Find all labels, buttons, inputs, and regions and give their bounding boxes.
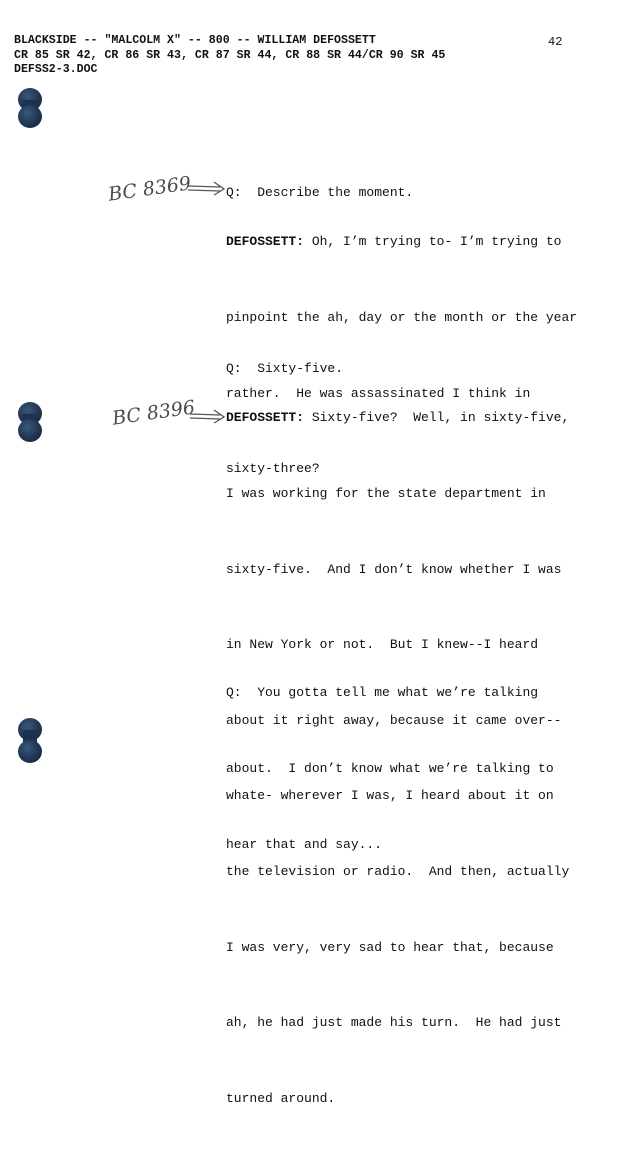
handwritten-note-1: BC 8369 <box>106 172 193 206</box>
answer-line: Oh, I’m trying to- I’m trying to <box>304 234 562 250</box>
answer-line: rather. He was assassinated I think in <box>226 385 531 401</box>
speaker-label: DEFOSSETT: <box>226 410 305 426</box>
document-header <box>14 34 445 78</box>
question-line: Q: Sixty-five. <box>226 361 344 377</box>
question-3 <box>226 630 554 907</box>
answer-line: I was very, very sad to hear that, because <box>226 939 554 955</box>
question-line: about. I don’t know what we’re talking to <box>226 761 554 777</box>
binder-hole-top <box>18 88 42 128</box>
answer-line: in New York or not. But I knew--I heard <box>226 637 539 653</box>
answer-line: turned around. <box>226 1090 336 1106</box>
answer-line: pinpoint the ah, day or the month or the year <box>226 310 578 326</box>
answer-line: sixty-five. And I don’t know whether I was <box>226 561 562 577</box>
answer-line: ah, he had just made his turn. He had just <box>226 1015 562 1031</box>
answer-line: sixty-three? <box>226 461 320 477</box>
speaker-label: DEFOSSETT: <box>226 234 305 250</box>
question-line: Q: Describe the moment. <box>226 185 414 201</box>
handwritten-arrow-2 <box>188 408 228 424</box>
answer-line: the television or radio. And then, actually <box>226 864 570 880</box>
answer-line: about it right away, because it came over-- <box>226 712 562 728</box>
answer-line: I was working for the state department in <box>226 486 546 502</box>
header-line-1: BLACKSIDE -- "MALCOLM X" -- 800 -- WILLIAM DEFOSSETT <box>14 34 376 47</box>
page-number: 42 <box>548 35 563 49</box>
header-line-3: DEFSS2-3.DOC <box>14 63 98 76</box>
question-line: hear that and say... <box>226 836 383 852</box>
binder-hole-middle <box>18 402 42 442</box>
binder-hole-bottom <box>18 718 42 764</box>
question-line: Q: You gotta tell me what we’re talking <box>226 685 539 701</box>
handwritten-note-2: BC 8396 <box>110 396 197 430</box>
header-line-2: CR 85 SR 42, CR 86 SR 43, CR 87 SR 44, CR 88 SR 44/CR 90 SR 45 <box>14 48 446 62</box>
answer-line: whate- wherever I was, I heard about it on <box>226 788 554 804</box>
answer-line: Sixty-five? Well, in sixty-five, <box>304 410 570 426</box>
handwritten-arrow-1 <box>186 180 228 196</box>
